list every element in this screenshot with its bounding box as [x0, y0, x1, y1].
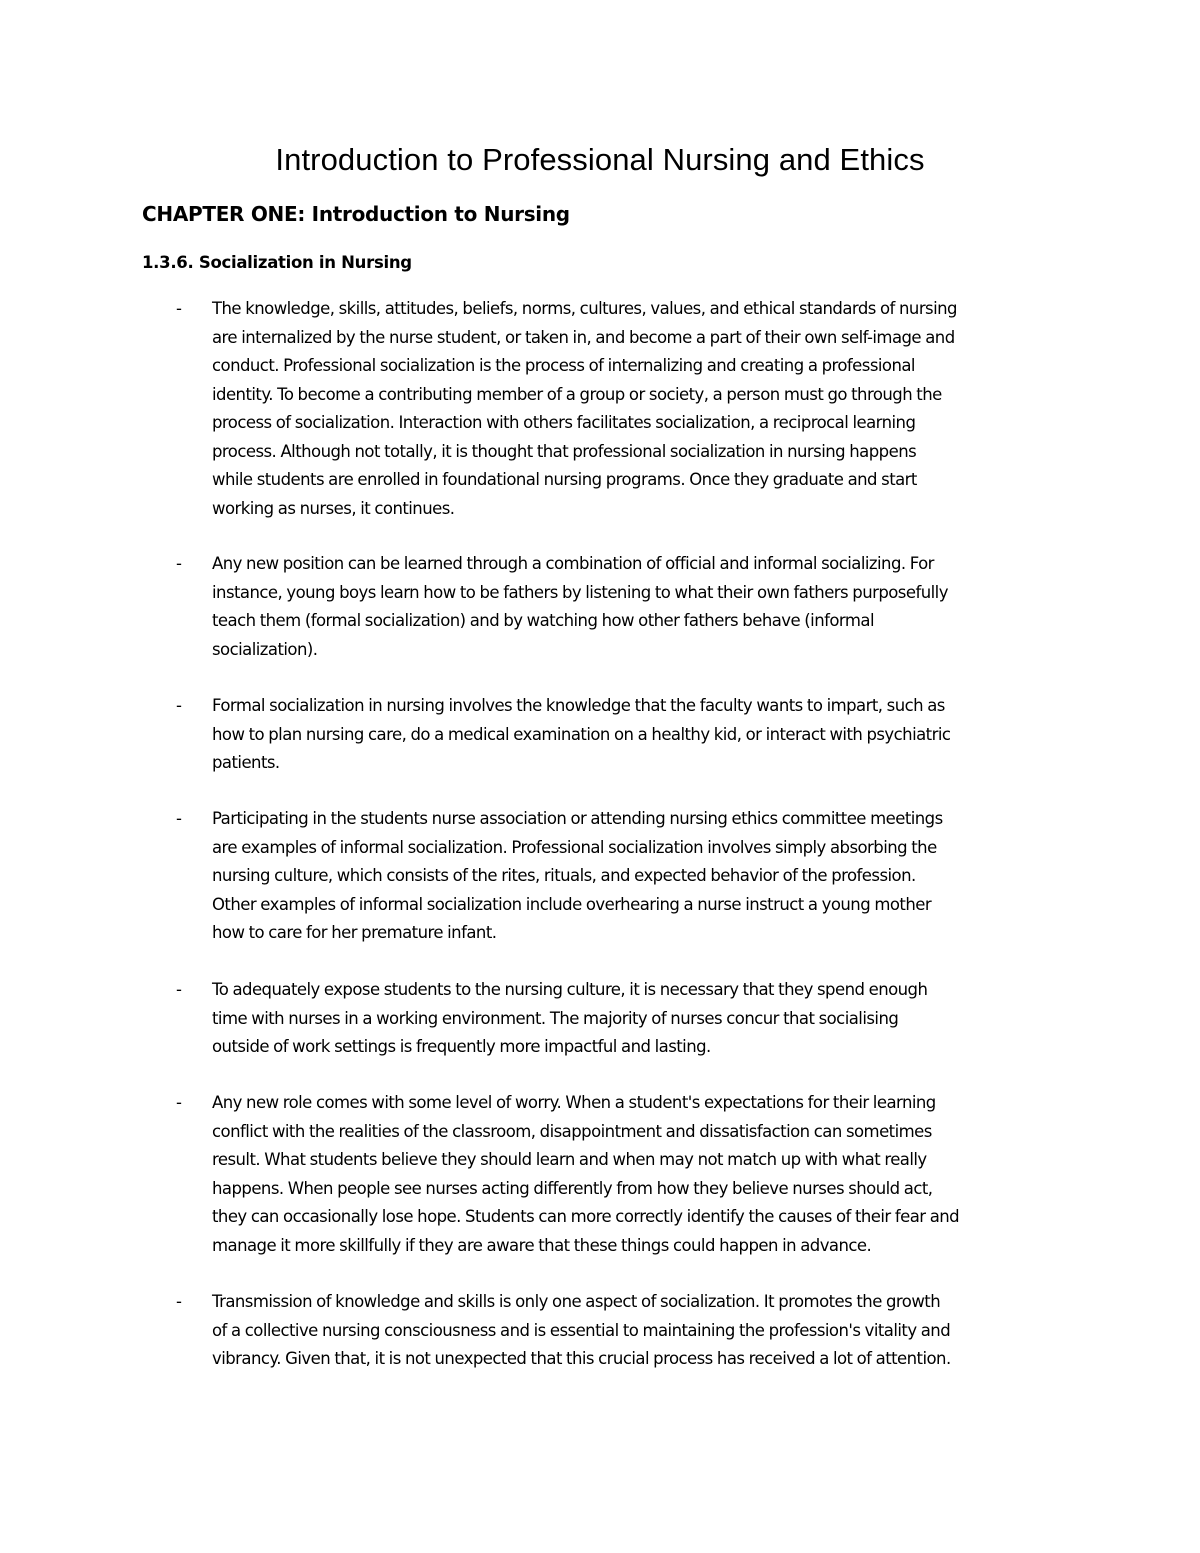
text-line: nursing culture, which consists of the rites, rituals, and expected behavior of the profession. — [212, 866, 916, 885]
text-line: time with nurses in a working environment. The majority of nurses concur that socialising — [212, 1008, 899, 1028]
bullet-marker: - — [176, 1292, 182, 1311]
text-line: socialization). — [212, 639, 318, 659]
list-item-text — [212, 550, 1072, 664]
bullet-marker: - — [176, 1093, 182, 1112]
text-line: happens. When people see nurses acting differently from how they believe nurses should act, — [212, 1178, 933, 1198]
text-line: working as nurses, it continues. — [212, 498, 455, 518]
text-line: process. Although not totally, it is thought that professional socialization in nursing happens — [212, 441, 917, 461]
list-item-text — [212, 1089, 1072, 1260]
text-line: result. What students believe they should learn and when may not match up with what really — [212, 1150, 927, 1169]
bullet-marker: - — [176, 299, 182, 318]
list-item-text — [212, 805, 1072, 948]
text-line: Other examples of informal socialization include overhearing a nurse instruct a young mother — [212, 894, 932, 914]
text-line: how to plan nursing care, do a medical examination on a healthy kid, or interact with psychiatric — [212, 724, 951, 744]
text-line: Any new position can be learned through a combination of official and informal socializing. For — [212, 554, 934, 573]
text-line: teach them (formal socialization) and by watching how other fathers behave (informal — [212, 611, 874, 630]
bullet-marker: - — [176, 696, 182, 715]
text-line: vibrancy. Given that, it is not unexpected that this crucial process has received a lot of attention. — [212, 1349, 951, 1368]
text-line: Participating in the students nurse association or attending nursing ethics committee meetings — [212, 809, 943, 828]
text-line: Formal socialization in nursing involves the knowledge that the faculty wants to impart, such as — [212, 696, 945, 715]
text-line: are internalized by the nurse student, or taken in, and become a part of their own self-image and — [212, 327, 955, 347]
text-line: identity. To become a contributing member of a group or society, a person must go through the — [212, 384, 942, 404]
text-line: Transmission of knowledge and skills is only one aspect of socialization. It promotes the growth — [212, 1292, 941, 1311]
bullet-marker: - — [176, 809, 182, 828]
text-line: The knowledge, skills, attitudes, beliefs, norms, cultures, values, and ethical standards of nursing — [212, 299, 957, 318]
text-line: conduct. Professional socialization is the process of internalizing and creating a professional — [212, 356, 915, 375]
text-line: To adequately expose students to the nursing culture, it is necessary that they spend enough — [212, 980, 928, 999]
bullet-marker: - — [176, 980, 182, 999]
text-line: instance, young boys learn how to be fathers by listening to what their own fathers purposefully — [212, 582, 948, 602]
list-item-text — [212, 692, 1072, 778]
text-line: they can occasionally lose hope. Students can more correctly identify the causes of their fear and — [212, 1207, 960, 1226]
text-line: Any new role comes with some level of worry. When a student's expectations for their learning — [212, 1093, 936, 1112]
text-line: patients. — [212, 753, 280, 772]
text-line: of a collective nursing consciousness and is essential to maintaining the profession's vitality and — [212, 1320, 951, 1340]
list-item-text — [212, 1288, 1072, 1374]
text-line: how to care for her premature infant. — [212, 923, 497, 942]
list-item-text — [212, 295, 1072, 523]
text-line: process of socialization. Interaction with others facilitates socialization, a reciprocal learning — [212, 413, 916, 432]
chapter-heading: CHAPTER ONE: Introduction to Nursing — [142, 202, 570, 226]
text-line: manage it more skillfully if they are aware that these things could happen in advance. — [212, 1235, 872, 1255]
bullet-marker: - — [176, 554, 182, 573]
text-line: conflict with the realities of the classroom, disappointment and dissatisfaction can sometimes — [212, 1121, 932, 1141]
text-line: are examples of informal socialization. Professional socialization involves simply absorbing the — [212, 837, 937, 857]
document-title: Introduction to Professional Nursing and Ethics — [275, 142, 925, 177]
text-line: outside of work settings is frequently more impactful and lasting. — [212, 1037, 711, 1056]
section-heading: 1.3.6. Socialization in Nursing — [142, 253, 412, 272]
text-line: while students are enrolled in foundational nursing programs. Once they graduate and start — [212, 470, 917, 489]
list-item-text — [212, 976, 1072, 1062]
